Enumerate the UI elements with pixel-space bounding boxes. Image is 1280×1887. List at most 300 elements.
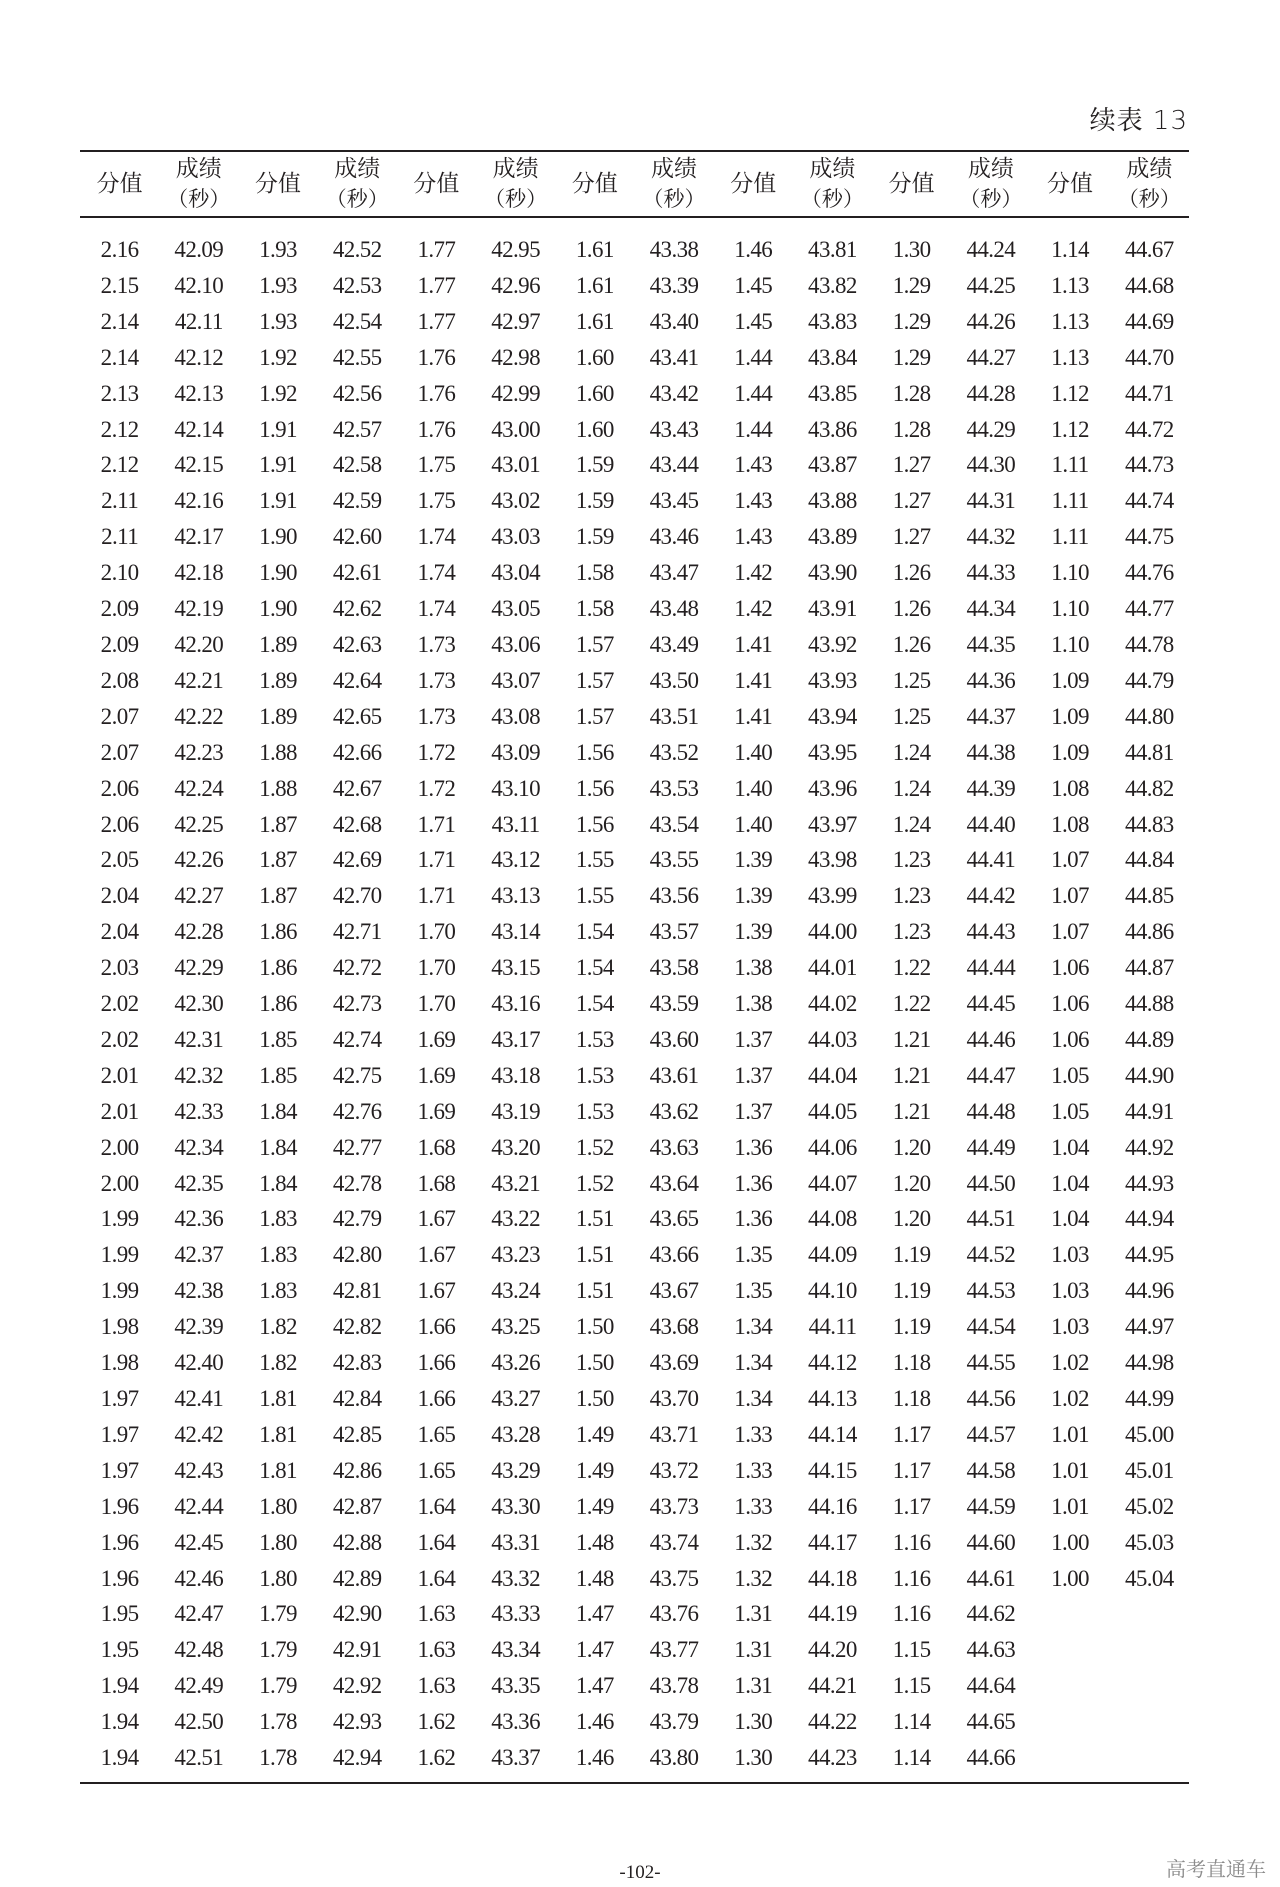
table-row [80,1058,1189,1094]
header-score: 分值 [96,171,143,197]
time-cell: 42.82 [332,1314,382,1340]
time-cell: 44.88 [1124,991,1174,1017]
score-cell: 1.94 [100,1745,139,1771]
score-cell: 2.14 [100,344,139,370]
table-row [80,1740,1189,1783]
table-body [80,217,1189,1783]
score-cell: 1.98 [100,1314,139,1340]
score-cell: 2.04 [100,919,139,945]
time-cell: 42.19 [174,596,224,622]
header-time-label: 成绩 [809,156,856,182]
time-cell: 43.84 [808,344,857,370]
time-cell: 42.58 [332,452,382,478]
time-cell: 44.76 [1124,560,1174,586]
time-cell: 44.81 [1124,739,1174,765]
time-cell: 45.03 [1124,1529,1174,1555]
score-cell: 1.42 [734,560,773,586]
score-cell: 1.53 [575,1026,614,1052]
score-cell: 2.11 [101,524,139,550]
time-cell: 42.91 [332,1637,382,1663]
time-cell: 44.83 [1124,811,1174,837]
score-cell: 1.49 [575,1493,614,1519]
score-cell: 1.83 [259,1278,297,1304]
score-cell: 1.27 [892,524,931,550]
score-cell: 1.78 [259,1709,297,1735]
score-cell: 1.59 [575,524,614,550]
score-cell: 1.92 [259,380,297,406]
time-cell: 44.02 [808,991,857,1017]
score-cell: 1.85 [259,1062,297,1088]
time-cell: 42.78 [332,1170,382,1196]
time-cell: 44.68 [1124,272,1174,298]
score-cell: 1.94 [100,1709,139,1735]
score-cell: 2.01 [100,1098,139,1124]
time-cell: 45.00 [1124,1421,1174,1447]
score-cell: 1.61 [575,308,614,334]
score-cell: 1.66 [417,1350,456,1376]
score-cell: 1.86 [259,991,297,1017]
score-cell: 1.25 [892,667,931,693]
score-cell: 1.23 [892,883,931,909]
time-cell: 42.21 [174,667,224,693]
time-cell: 42.90 [332,1601,382,1627]
score-cell: 1.20 [892,1134,931,1160]
time-cell: 43.71 [649,1421,699,1447]
time-cell: 44.94 [1124,1206,1174,1232]
time-cell: 43.60 [649,1026,699,1052]
time-cell: 43.26 [491,1350,540,1376]
score-cell: 1.63 [417,1601,456,1627]
time-cell: 42.62 [332,596,382,622]
time-cell: 43.11 [491,811,540,837]
score-cell: 1.87 [259,847,297,873]
time-cell: 43.06 [491,631,540,657]
time-cell: 44.39 [966,775,1016,801]
score-cell: 1.11 [1051,488,1089,514]
score-cell: 1.25 [892,703,931,729]
score-cell: 2.05 [100,847,139,873]
time-cell: 43.90 [808,560,857,586]
score-cell: 1.81 [259,1421,297,1447]
score-cell: 1.76 [417,344,456,370]
time-cell: 43.93 [808,667,857,693]
time-cell: 44.27 [966,344,1016,370]
time-cell: 44.93 [1124,1170,1174,1196]
score-cell: 1.44 [734,416,773,442]
time-cell: 42.30 [174,991,224,1017]
time-cell: 43.40 [649,308,699,334]
time-cell: 43.22 [491,1206,540,1232]
time-cell: 42.76 [332,1098,382,1124]
time-cell: 43.41 [649,344,699,370]
time-cell: 42.17 [174,524,224,550]
time-cell: 43.15 [491,955,540,981]
time-cell: 43.88 [808,488,857,514]
score-cell: 1.58 [575,596,614,622]
time-cell: 43.44 [649,452,699,478]
score-cell: 1.29 [892,308,931,334]
score-cell: 1.68 [417,1134,456,1160]
time-cell: 42.64 [332,667,382,693]
score-cell: 1.72 [417,775,456,801]
score-cell: 1.56 [575,811,614,837]
score-cell: 1.60 [575,344,614,370]
score-cell: 1.07 [1051,883,1089,909]
score-cell: 1.79 [259,1637,297,1663]
score-cell: 1.23 [892,919,931,945]
time-cell: 44.07 [808,1170,857,1196]
header-score: 分值 [888,171,935,197]
time-cell: 42.42 [174,1421,224,1447]
score-cell: 1.73 [417,631,456,657]
score-cell: 1.44 [734,344,773,370]
table-row [80,986,1189,1022]
score-cell: 1.30 [734,1709,773,1735]
time-cell: 43.73 [649,1493,699,1519]
time-cell: 42.99 [491,380,540,406]
score-cell: 1.61 [575,272,614,298]
table-title: 续表 13 [1089,106,1188,136]
score-cell: 2.12 [100,452,139,478]
score-cell: 1.07 [1051,847,1089,873]
score-cell: 1.14 [1051,237,1089,262]
time-cell: 42.35 [174,1170,224,1196]
time-cell: 44.70 [1124,344,1174,370]
score-cell: 1.08 [1051,775,1089,801]
time-cell: 42.89 [332,1565,382,1591]
time-cell: 44.08 [808,1206,857,1232]
score-cell: 1.47 [575,1601,614,1627]
score-cell: 1.41 [734,703,773,729]
time-cell: 42.61 [332,560,382,586]
time-cell: 43.76 [649,1601,699,1627]
score-cell: 1.33 [734,1457,773,1483]
time-cell: 42.92 [332,1673,382,1699]
score-cell: 1.50 [575,1350,614,1376]
time-cell: 42.10 [174,272,224,298]
time-cell [1110,1632,1189,1668]
score-cell: 1.88 [259,775,297,801]
score-cell: 1.46 [734,237,773,262]
time-cell: 44.19 [808,1601,857,1627]
table-row [80,340,1189,376]
table-row [80,1237,1189,1273]
score-cell: 1.34 [734,1350,773,1376]
score-cell: 1.22 [892,955,931,981]
time-cell: 43.78 [649,1673,699,1699]
time-cell: 44.53 [966,1278,1016,1304]
time-cell: 44.45 [966,991,1016,1017]
score-cell: 2.09 [100,631,139,657]
score-cell: 1.05 [1051,1062,1089,1088]
time-cell: 43.35 [491,1673,540,1699]
time-cell: 43.98 [808,847,857,873]
time-cell: 44.57 [966,1421,1016,1447]
score-cell: 1.43 [734,452,773,478]
time-cell: 43.09 [491,739,540,765]
score-cell: 2.14 [100,308,139,334]
score-cell: 1.97 [100,1421,139,1447]
time-cell: 43.57 [649,919,699,945]
score-cell: 1.09 [1051,667,1089,693]
time-cell: 43.10 [491,775,540,801]
score-cell: 1.91 [259,488,297,514]
time-cell: 42.41 [174,1386,224,1411]
time-cell: 44.87 [1124,955,1174,981]
score-cell: 2.09 [100,596,139,622]
score-cell: 1.64 [417,1565,456,1591]
score-cell: 2.15 [100,272,139,298]
table-row [80,1273,1189,1309]
score-cell: 1.55 [575,883,614,909]
score-cell: 1.24 [892,811,931,837]
time-cell: 44.90 [1124,1062,1174,1088]
score-cell: 1.06 [1051,991,1089,1017]
time-cell: 44.30 [966,452,1016,478]
time-cell: 44.52 [966,1242,1016,1268]
time-cell: 43.86 [808,416,857,442]
score-cell: 1.89 [259,703,297,729]
time-cell: 43.77 [649,1637,699,1663]
score-cell: 1.20 [892,1170,931,1196]
score-cell: 1.66 [417,1314,456,1340]
time-cell: 42.95 [491,237,540,262]
time-cell: 42.25 [174,811,224,837]
score-cell: 1.10 [1051,560,1089,586]
time-cell [1110,1596,1189,1632]
time-cell: 44.43 [966,919,1016,945]
time-cell: 44.92 [1124,1134,1174,1160]
time-cell: 44.17 [808,1529,857,1555]
time-cell: 43.23 [491,1242,540,1268]
table-row [80,842,1189,878]
score-cell: 1.19 [892,1242,931,1268]
score-cell: 1.60 [575,380,614,406]
time-cell: 43.83 [808,308,857,334]
time-cell: 43.56 [649,883,699,909]
score-cell: 1.19 [892,1278,931,1304]
score-cell: 1.83 [259,1206,297,1232]
score-cell: 1.90 [259,596,297,622]
score-cell: 1.14 [892,1745,931,1771]
time-cell: 44.04 [808,1062,857,1088]
score-cell: 1.66 [417,1386,456,1411]
score-cell [1030,1668,1109,1704]
score-cell: 1.93 [259,237,297,262]
score-cell: 1.56 [575,739,614,765]
score-cell: 1.10 [1051,596,1089,622]
score-cell: 1.46 [575,1745,614,1771]
table-row [80,914,1189,950]
time-cell: 43.16 [491,991,540,1017]
time-cell: 43.63 [649,1134,699,1160]
time-cell: 44.01 [808,955,857,981]
score-cell: 1.04 [1051,1206,1089,1232]
time-cell: 44.86 [1124,919,1174,945]
table-row [80,447,1189,483]
time-cell: 43.82 [808,272,857,298]
table-row [80,950,1189,986]
score-cell: 1.50 [575,1314,614,1340]
time-cell: 44.67 [1124,237,1174,262]
time-cell: 42.54 [332,308,382,334]
time-cell: 43.66 [649,1242,699,1268]
score-cell: 1.05 [1051,1098,1089,1124]
score-cell: 1.17 [892,1457,931,1483]
time-cell: 42.31 [174,1026,224,1052]
time-cell: 44.56 [966,1386,1016,1411]
score-cell: 1.03 [1051,1242,1089,1268]
table-row [80,1453,1189,1489]
time-cell: 44.65 [966,1709,1016,1735]
time-cell: 42.12 [174,344,224,370]
time-cell: 44.23 [808,1745,857,1771]
time-cell: 44.29 [966,416,1016,442]
score-cell: 1.53 [575,1062,614,1088]
time-cell: 44.38 [966,739,1016,765]
time-cell: 44.47 [966,1062,1016,1088]
time-cell: 42.22 [174,703,224,729]
time-cell: 42.20 [174,631,224,657]
score-cell: 1.41 [734,667,773,693]
time-cell: 42.93 [332,1709,382,1735]
header-score: 分值 [1047,171,1094,197]
time-cell: 42.18 [174,560,224,586]
score-cell: 1.84 [259,1170,297,1196]
table-row [80,1022,1189,1058]
score-cell: 1.40 [734,811,773,837]
score-cell [1030,1704,1109,1740]
time-cell: 43.79 [649,1709,699,1735]
time-cell: 44.14 [808,1421,857,1447]
score-cell: 1.06 [1051,955,1089,981]
time-cell: 42.65 [332,703,382,729]
score-cell: 1.71 [417,847,456,873]
time-cell: 42.50 [174,1709,224,1735]
time-cell: 43.62 [649,1098,699,1124]
time-cell: 44.25 [966,272,1016,298]
score-cell: 1.24 [892,739,931,765]
score-cell: 1.69 [417,1062,456,1088]
time-cell: 44.49 [966,1134,1016,1160]
time-cell: 44.75 [1124,524,1174,550]
score-cell: 1.63 [417,1637,456,1663]
time-cell: 43.96 [808,775,857,801]
time-cell [1110,1704,1189,1740]
score-cell: 1.81 [259,1457,297,1483]
score-cell: 1.18 [892,1350,931,1376]
time-cell: 43.97 [808,811,857,837]
time-cell: 42.70 [332,883,382,909]
time-cell: 42.97 [491,308,540,334]
time-cell: 42.29 [174,955,224,981]
table-row [80,663,1189,699]
time-cell: 44.34 [966,596,1016,622]
time-cell: 44.48 [966,1098,1016,1124]
time-cell: 42.43 [174,1457,224,1483]
time-cell: 43.91 [808,596,857,622]
score-cell: 1.62 [417,1709,456,1735]
time-cell: 42.40 [174,1350,224,1376]
time-cell: 42.80 [332,1242,382,1268]
table-row [80,1309,1189,1345]
time-cell: 44.50 [966,1170,1016,1196]
score-cell: 1.48 [575,1565,614,1591]
time-cell: 44.15 [808,1457,857,1483]
score-cell: 1.80 [259,1565,297,1591]
time-cell: 44.82 [1124,775,1174,801]
score-cell: 1.56 [575,775,614,801]
time-cell: 42.14 [174,416,224,442]
header-score: 分值 [730,171,777,197]
time-cell: 44.98 [1124,1350,1174,1376]
time-cell: 43.59 [649,991,699,1017]
time-cell: 42.71 [332,919,382,945]
score-cell: 1.49 [575,1457,614,1483]
score-cell: 1.55 [575,847,614,873]
time-cell: 44.10 [808,1278,857,1304]
header-time-label: 成绩 [334,156,381,182]
header-time-unit: （秒） [1117,187,1181,211]
table-row [80,519,1189,555]
score-cell: 1.38 [734,991,773,1017]
score-cell: 1.39 [734,847,773,873]
table-row [80,591,1189,627]
score-cell: 1.15 [892,1673,931,1699]
score-cell [1030,1632,1109,1668]
time-cell: 45.04 [1124,1565,1174,1591]
score-cell: 1.36 [734,1170,773,1196]
time-cell: 43.75 [649,1565,699,1591]
score-cell: 1.47 [575,1637,614,1663]
score-cell: 1.79 [259,1601,297,1627]
score-cell: 1.67 [417,1242,456,1268]
time-cell: 42.15 [174,452,224,478]
time-cell: 43.58 [649,955,699,981]
score-cell: 1.96 [100,1493,139,1519]
table-row [80,1561,1189,1597]
table-row [80,1596,1189,1632]
time-cell: 42.26 [174,847,224,873]
table-row [80,878,1189,914]
time-cell: 44.32 [966,524,1016,550]
score-cell: 2.02 [100,1026,139,1052]
time-cell: 44.69 [1124,308,1174,334]
time-cell: 43.13 [491,883,540,909]
time-cell: 45.01 [1124,1457,1174,1483]
score-cell: 1.99 [100,1242,139,1268]
score-cell: 1.54 [575,991,614,1017]
time-cell: 43.45 [649,488,699,514]
time-cell: 42.51 [174,1745,224,1771]
score-cell: 1.93 [259,308,297,334]
score-cell: 1.58 [575,560,614,586]
score-cell: 1.01 [1051,1457,1089,1483]
score-cell: 1.60 [575,416,614,442]
score-cell: 1.33 [734,1421,773,1447]
table-row [80,483,1189,519]
table-row [80,1166,1189,1202]
time-cell: 42.28 [174,919,224,945]
time-cell: 44.54 [966,1314,1016,1340]
time-cell: 43.54 [649,811,699,837]
score-cell: 1.61 [575,237,614,262]
score-cell: 2.10 [100,560,139,586]
time-cell: 44.80 [1124,703,1174,729]
table-row [80,699,1189,735]
time-cell: 43.99 [808,883,857,909]
time-cell: 43.18 [491,1062,540,1088]
